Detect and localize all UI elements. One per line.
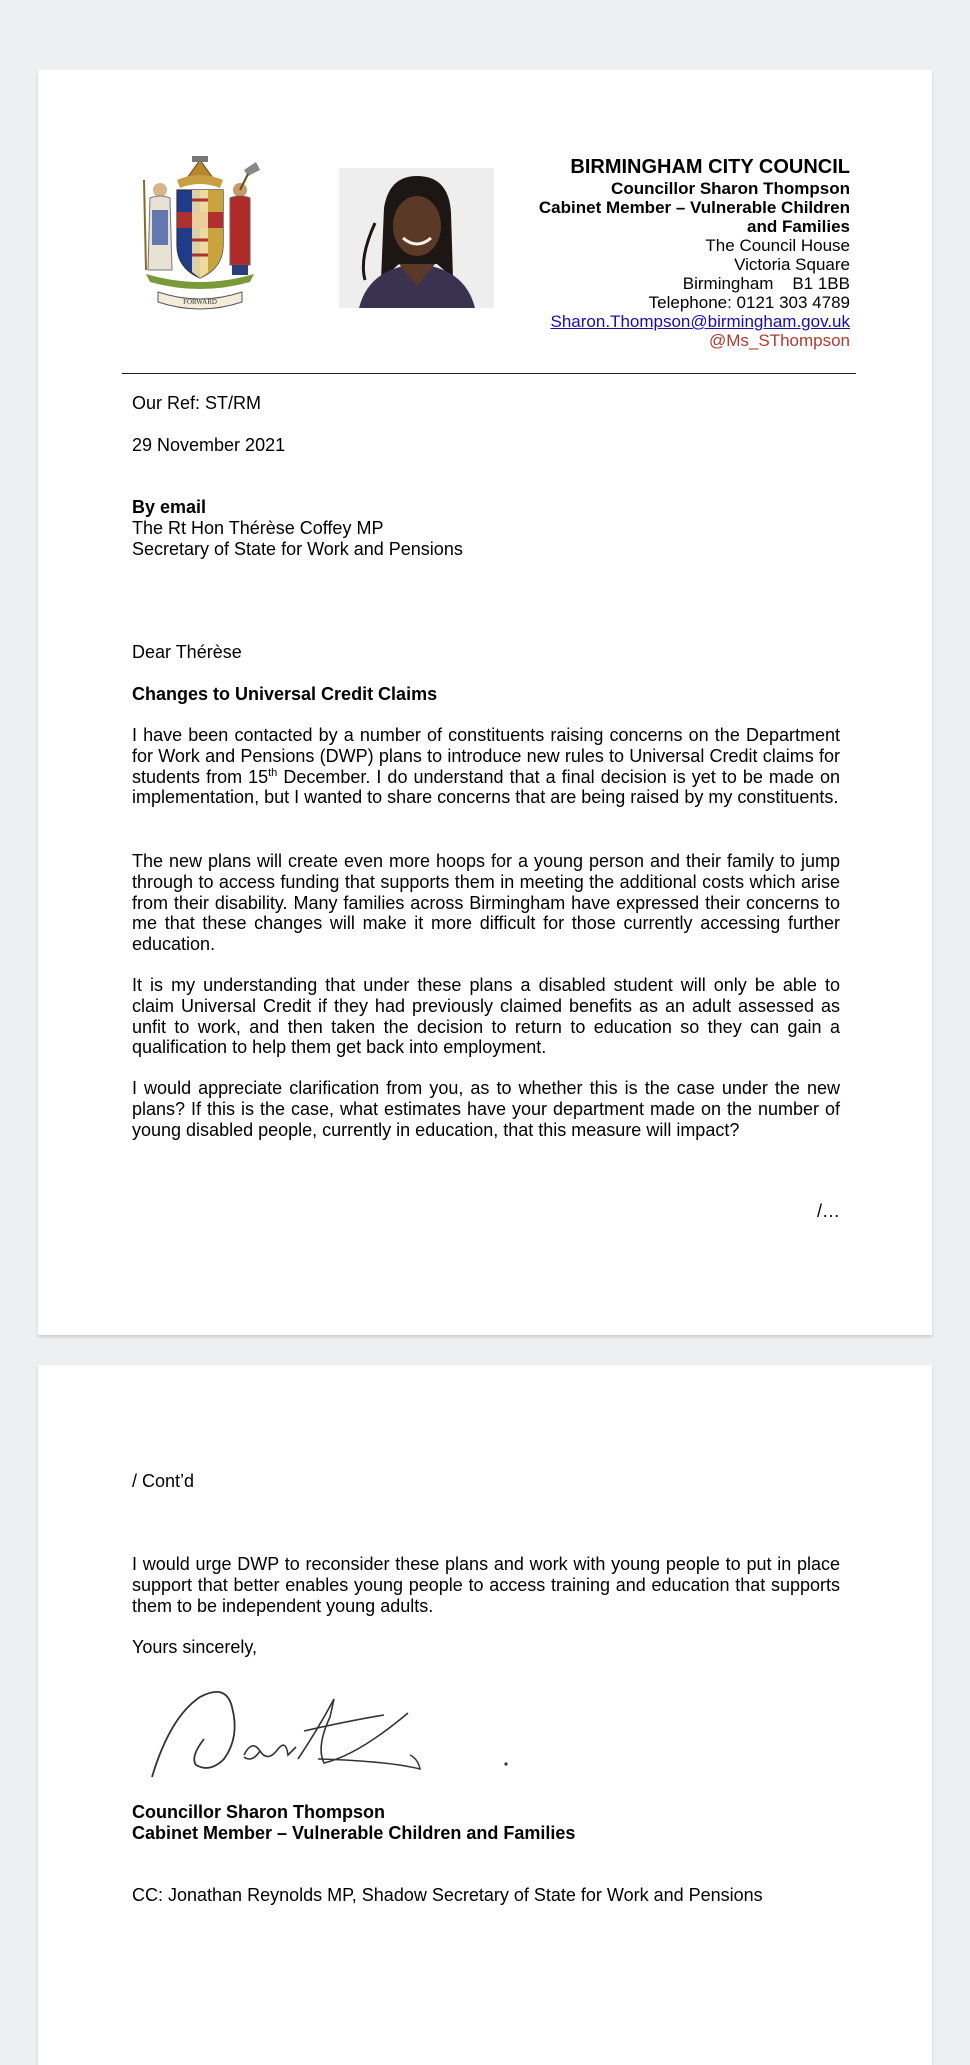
councillor-photo [339, 168, 494, 308]
closing-phrase: Yours sincerely, [132, 1637, 258, 1657]
councillor-role-line1: Cabinet Member – Vulnerable Children [538, 198, 850, 217]
paragraph-1-end: December. I do understand that a final decision is yet to be made on implementation, but I wanted to share concerns that are being raised by my constituents. [132, 766, 840, 808]
letterhead [539, 155, 850, 350]
recipient-block [132, 497, 840, 559]
paragraph-4: I would appreciate clarification from you, as to whether this is the case under the new plans? If this is the case, what estimates have your department made on the number of young disabled people, currently in education, that this measure will impact? [132, 1078, 840, 1140]
signatory-name: Councillor Sharon Thompson [132, 1802, 385, 1822]
letter-date: 29 November 2021 [132, 435, 286, 455]
carbon-copy: CC: Jonathan Reynolds MP, Shadow Secretary of State for Work and Pensions [132, 1885, 763, 1905]
letter-page-2 [38, 1365, 932, 2065]
letter-subject: Changes to Universal Credit Claims [132, 684, 438, 704]
motto-text: FORWARD [183, 298, 217, 306]
paragraph-3: It is my understanding that under these plans a disabled student will only be able to claim Universal Credit if they had previously claimed benefits as an adult assessed as unfit to work, and then taken the decision to return to education so they can gain a qualification to help them get back into employment. [132, 975, 840, 1058]
continued-header: / Cont’d [132, 1471, 195, 1491]
paragraph-1-start: I have been contacted by a number of constituents raising concerns on the Department for Work and Pensions (DWP) plans to introduce new rules to Universal Credit claims for students from 15 [132, 725, 840, 787]
continued-marker: /… [816, 1201, 840, 1221]
address-line1: The Council House [705, 236, 850, 255]
twitter-handle[interactable]: @Ms_SThompson [708, 331, 850, 350]
recipient-name: The Rt Hon Thérèse Coffey MP [132, 517, 384, 538]
our-reference: Our Ref: ST/RM [132, 393, 262, 413]
paragraph-2: The new plans will create even more hoops for a young person and their family to jump through to access funding that supports them in meeting the additional costs which arise from their disability. Many families across Birmingham have expressed their concerns to me that these changes will make it more difficult for those currently accessing further education. [132, 851, 840, 955]
paragraph-1 [132, 725, 840, 808]
email-link[interactable]: Sharon.Thompson@birmingham.gov.uk [550, 312, 850, 331]
ordinal-suffix: th [268, 766, 278, 779]
address-city: Birmingham B1 1BB [682, 274, 850, 293]
recipient-title: Secretary of State for Work and Pensions [132, 538, 463, 559]
councillor-name: Councillor Sharon Thompson [611, 179, 850, 198]
paragraph-5: I would urge DWP to reconsider these plans and work with young people to put in place support that better enables young people to access training and education that supports them to be independent young adults. [132, 1554, 840, 1616]
signatory-role: Cabinet Member – Vulnerable Children and Families [132, 1822, 576, 1843]
coat-of-arms-logo [132, 150, 268, 320]
telephone: Telephone: 0121 303 4789 [648, 293, 850, 312]
handwritten-signature [148, 1677, 528, 1787]
by-email-label: By email [132, 497, 207, 517]
header-divider [122, 373, 856, 374]
council-name: BIRMINGHAM CITY COUNCIL [570, 156, 850, 178]
address-line2: Victoria Square [734, 255, 850, 274]
salutation: Dear Thérèse [132, 642, 242, 662]
letter-page-1 [38, 70, 932, 1335]
councillor-role-line2: and Families [747, 217, 850, 236]
signatory-block [132, 1802, 840, 1844]
